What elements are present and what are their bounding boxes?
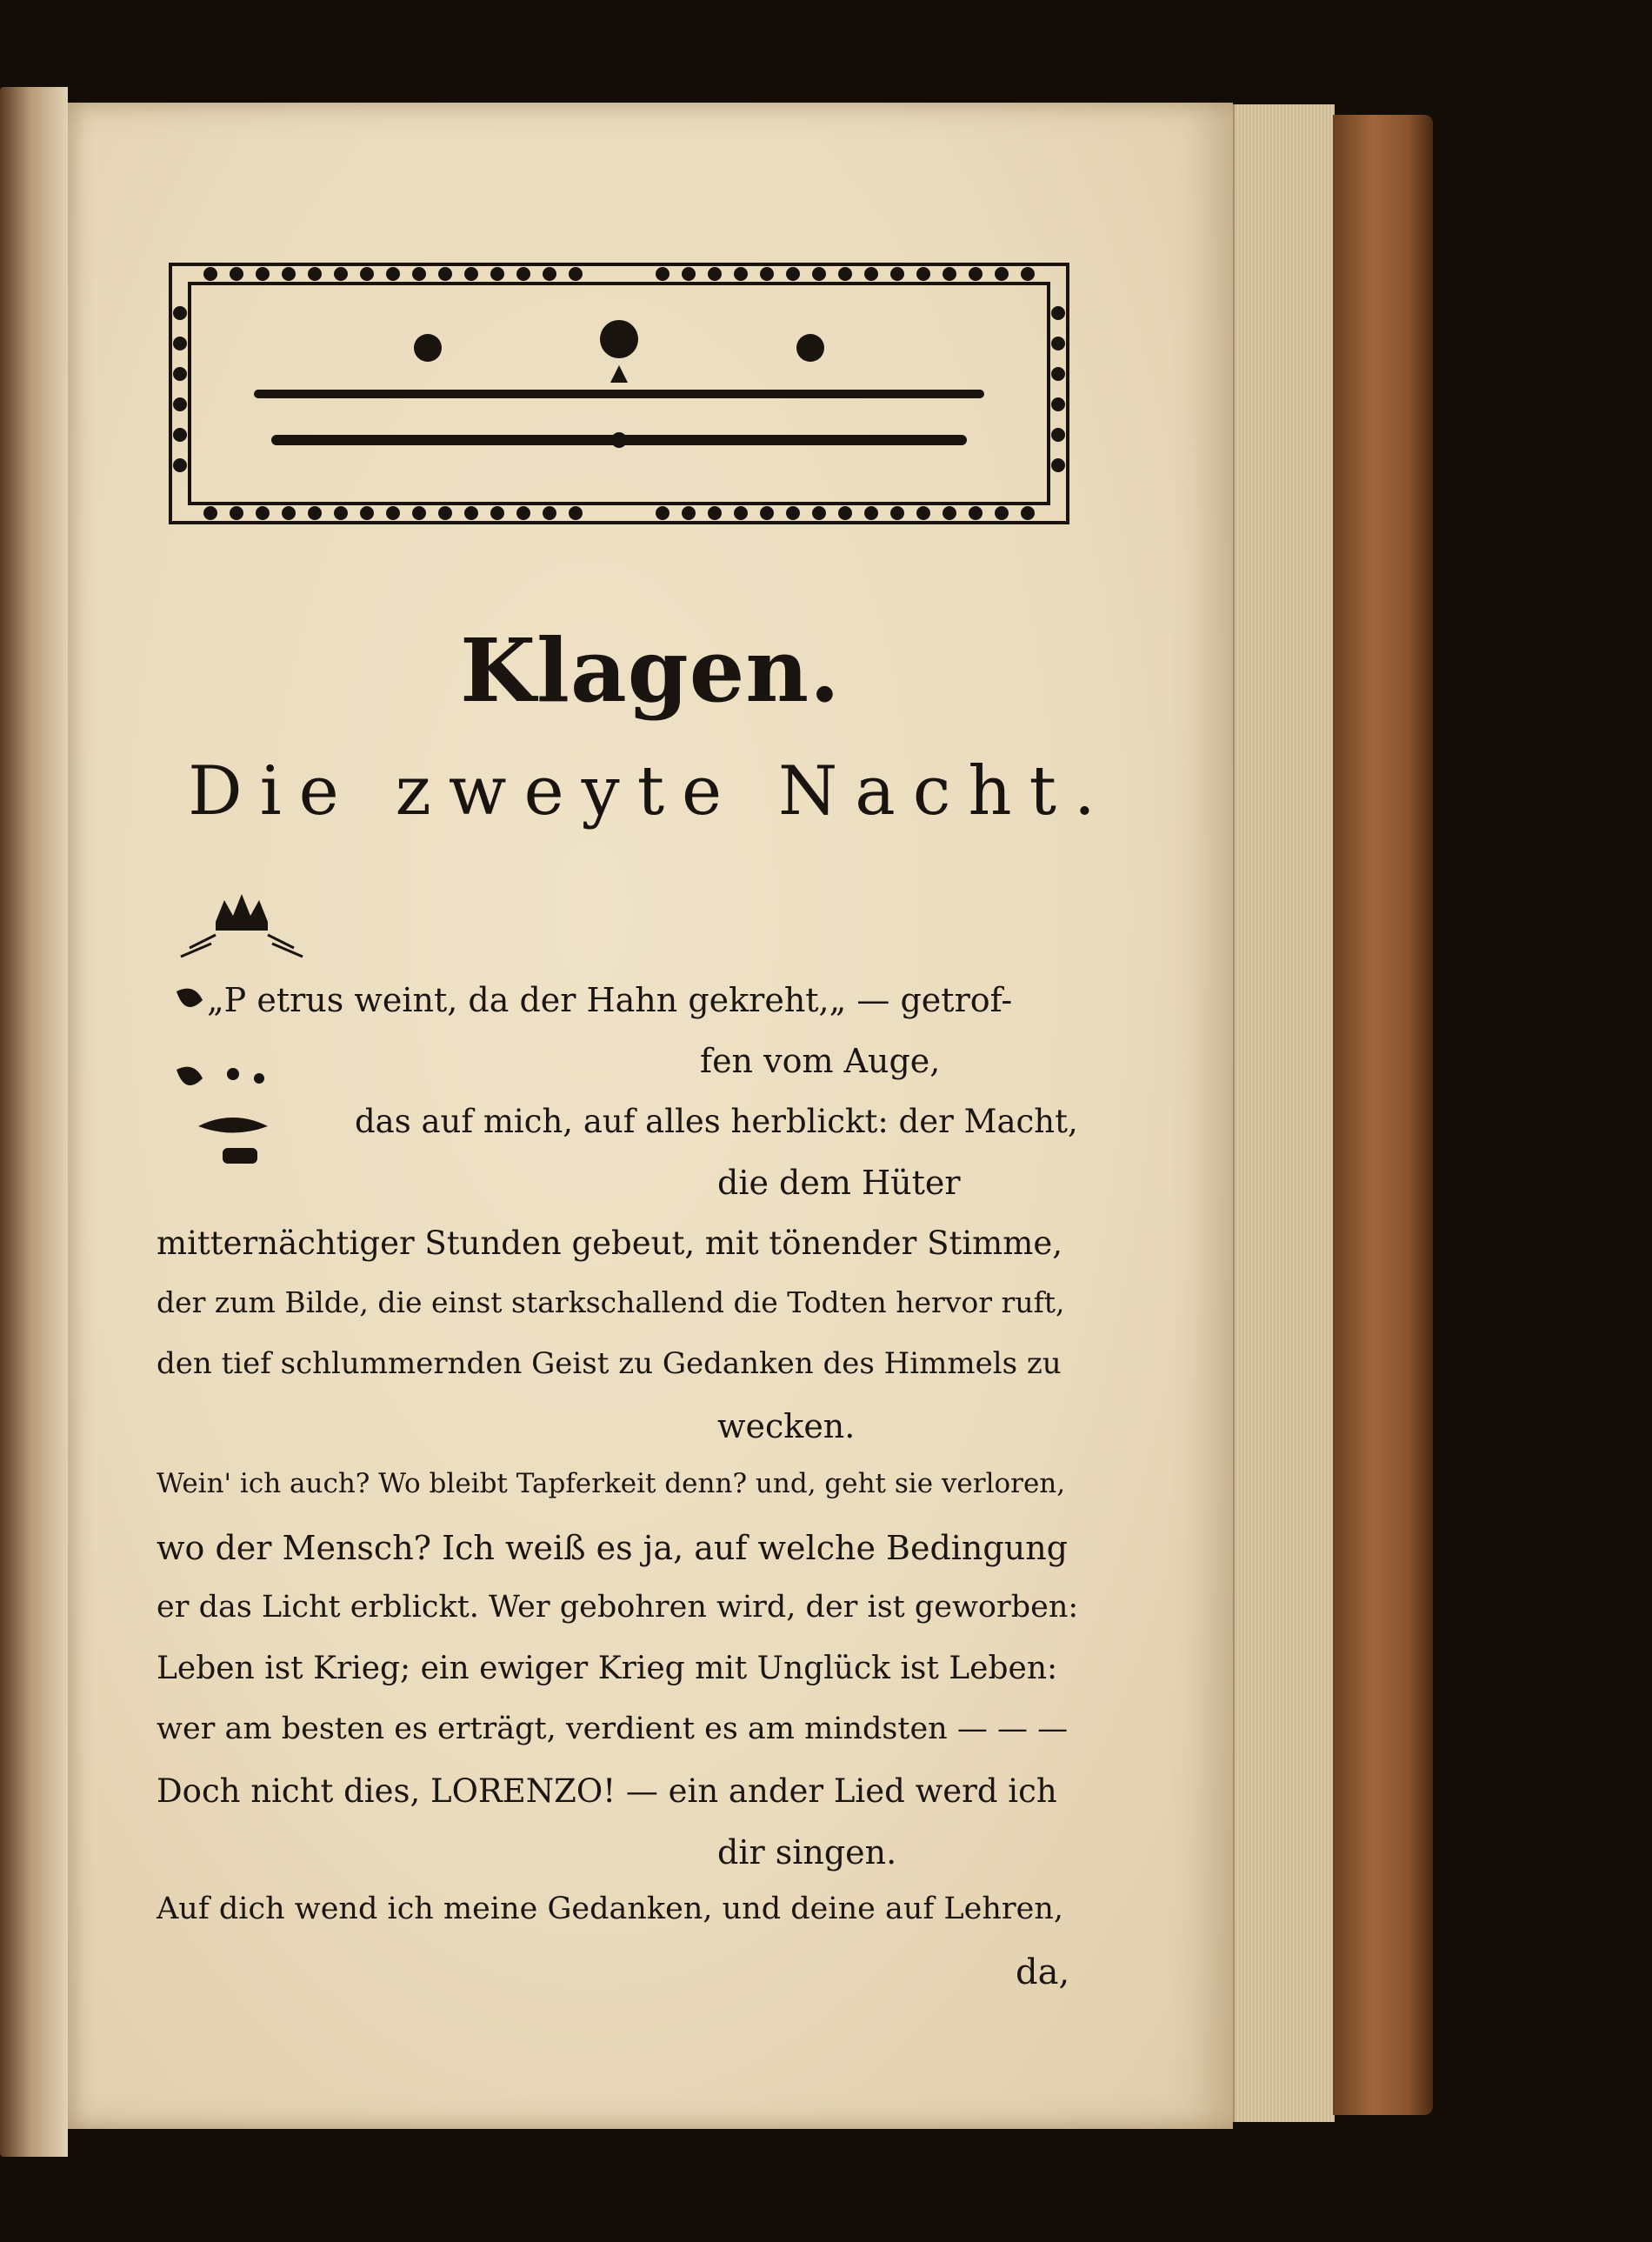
text-line-10: wo der Mensch? Ich weiß es ja, auf welche Bedingung <box>157 1529 1068 1567</box>
text-line-15: dir singen. <box>717 1833 897 1872</box>
text-line-5: mitternächtiger Stunden gebeut, mit tönender Stimme, <box>157 1224 1062 1262</box>
text-line-14: Doch nicht dies, LORENZO! — ein ander Lied werd ich <box>157 1772 1057 1810</box>
ornamental-frame <box>167 261 1071 526</box>
text-line-3: das auf mich, auf alles herblickt: der Macht, <box>355 1103 1078 1140</box>
chapter-subtitle: Die zweyte Nacht. <box>188 752 1113 831</box>
text-line-8: wecken. <box>717 1407 856 1445</box>
text-line-7: den tief schlummernden Geist zu Gedanken des Himmels zu <box>157 1346 1062 1381</box>
text-line-12: Leben ist Krieg; ein ewiger Krieg mit Unglück ist Leben: <box>157 1651 1058 1686</box>
book-cover-right <box>1333 115 1433 2115</box>
book-cover-left <box>0 87 68 2157</box>
text-line-9: Wein' ich auch? Wo bleibt Tapferkeit denn? und, geht sie verloren, <box>157 1468 1066 1499</box>
text-line-6: der zum Bilde, die einst starkschallend die Todten hervor ruft, <box>157 1285 1065 1319</box>
text-line-4: die dem Hüter <box>717 1164 961 1202</box>
decorated-initial <box>163 887 337 1174</box>
text-line-13: wer am besten es erträgt, verdient es am mindsten — — — <box>157 1712 1069 1746</box>
text-line-11: er das Licht erblickt. Wer gebohren wird, der ist geworben: <box>157 1590 1079 1625</box>
page-edges <box>1233 104 1335 2122</box>
chapter-title: Klagen. <box>460 619 841 722</box>
text-line-2: fen vom Auge, <box>700 1042 941 1080</box>
catchword: da, <box>1016 1952 1070 1992</box>
text-line-1: „P etrus weint, da der Hahn gekreht,„ — getrof- <box>207 981 1013 1019</box>
text-line-16: Auf dich wend ich meine Gedanken, und deine auf Lehren, <box>157 1892 1064 1926</box>
